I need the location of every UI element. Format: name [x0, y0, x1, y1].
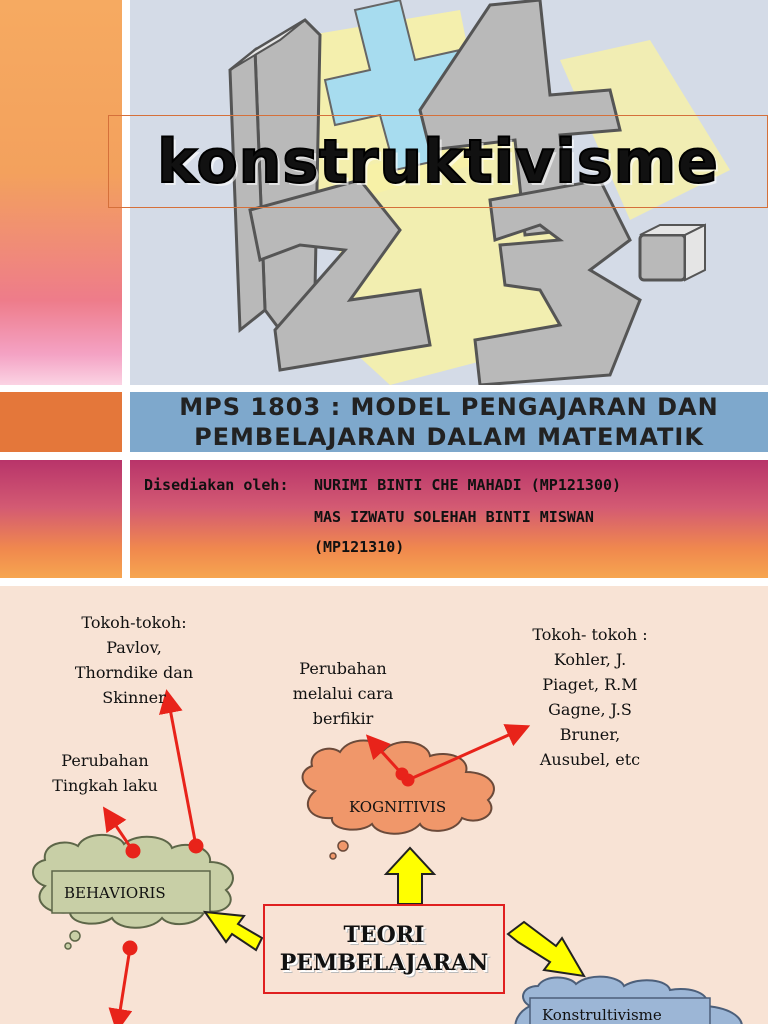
- behavior-change: [30, 748, 180, 798]
- cognitive-change-line-2: melalui cara: [292, 684, 394, 703]
- cognitive-figures-line-5: Bruner,: [559, 725, 621, 744]
- teori-pembelajaran-box: [263, 904, 505, 994]
- cognitive-figures-line-4: Gagne, J.S: [548, 700, 632, 719]
- cognitive-change-line-3: berfikir: [312, 709, 374, 728]
- behaviorist-figures: [44, 610, 224, 710]
- cognitive-figures-line-6: Ausubel, etc: [539, 750, 641, 769]
- cognitive-change-line-1: Perubahan: [299, 659, 387, 678]
- subtitle-band: [130, 392, 768, 452]
- concept-map-slide: [0, 586, 768, 1024]
- behaviorist-figures-line-1: Tokoh-tokoh:: [81, 613, 187, 632]
- behavioris-label: BEHAVIORIS: [64, 884, 166, 902]
- gradient-bar-bottom-left: [0, 460, 122, 578]
- behavior-change-line-2: Tingkah laku: [52, 776, 158, 795]
- konstruktivisme-label: Konstrultivisme: [542, 1006, 662, 1024]
- gradient-bar-top: [0, 0, 122, 385]
- author-1: NURIMI BINTI CHE MAHADI (MP121300): [314, 476, 622, 494]
- teori-line-1: TEORI: [343, 922, 425, 948]
- teori-line-2: PEMBELAJARAN: [279, 950, 489, 976]
- cognitive-figures: [510, 622, 670, 772]
- author-2-id: (MP121310): [314, 538, 405, 556]
- behaviorist-figures-line-4: Skinner: [102, 688, 166, 707]
- kognitivis-label: KOGNITIVIS: [349, 798, 447, 816]
- cognitive-change: [268, 656, 418, 731]
- author-2: MAS IZWATU SOLEHAH BINTI MISWAN: [314, 508, 594, 526]
- title-frame: [108, 115, 768, 208]
- behaviorist-figures-line-2: Pavlov,: [106, 638, 162, 657]
- behavior-change-line-1: Perubahan: [61, 751, 149, 770]
- cognitive-figures-line-1: Tokoh- tokoh :: [532, 625, 648, 644]
- gradient-bar-middle: [0, 392, 122, 452]
- behaviorist-figures-line-3: Thorndike dan: [74, 663, 194, 682]
- subtitle-line-1: MPS 1803 : MODEL PENGAJARAN DAN: [179, 393, 719, 421]
- slide-title: konstruktivisme: [157, 126, 719, 197]
- subtitle-line-2: PEMBELAJARAN DALAM MATEMATIK: [194, 423, 704, 451]
- prepared-by-label: Disediakan oleh:: [144, 476, 289, 494]
- cognitive-figures-line-3: Piaget, R.M: [542, 675, 638, 694]
- cognitive-figures-line-2: Kohler, J.: [553, 650, 627, 669]
